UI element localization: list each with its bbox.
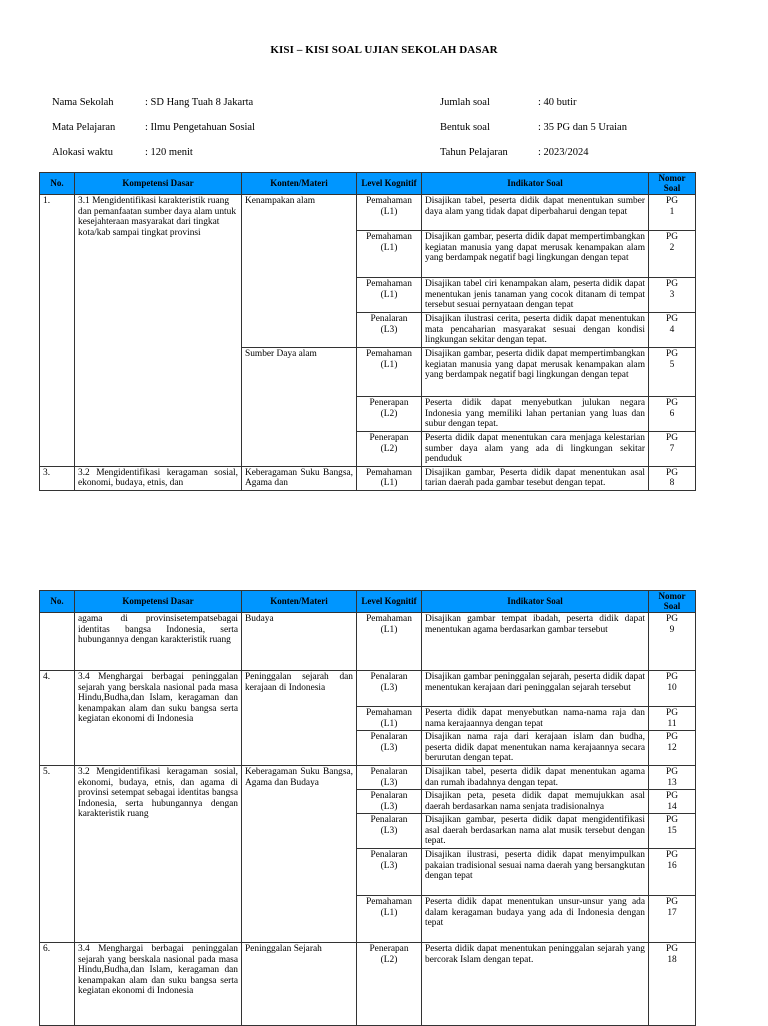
nomor-cell: PG 13: [649, 766, 696, 790]
nomor-cell: PG 1: [649, 195, 696, 231]
nomor-cell: PG 18: [649, 943, 696, 1026]
header-kompetensi-dasar: Kompetensi Dasar: [75, 173, 242, 195]
indikator-cell: Disajikan gambar tempat ibadah, peserta didik dapat menentukan agama berdasarkan gambar tersebut: [422, 613, 649, 671]
header-level-kognitif: Level Kognitif: [357, 591, 422, 613]
table-row: [40, 613, 696, 671]
kisi-table-page-2: [39, 590, 696, 1026]
bentuk-soal-value: : 35 PG dan 5 Uraian: [538, 122, 627, 133]
header-no: No.: [40, 591, 75, 613]
row-number: 4.: [40, 671, 75, 766]
indikator-cell: Disajikan ilustrasi cerita, peserta didik dapat menentukan mata pencaharian masyarakat sesuai dengan kondisi lingkungan sekitar dengan tepat.: [422, 313, 649, 348]
level-cell: Penalaran (L3): [357, 731, 422, 766]
indikator-cell: Disajikan gambar, peserta didik dapat mempertimbangkan kegiatan manusia yang dapat merusak kenampakan alam yang berdampak negatif bagi lingkungan dengan tepat: [422, 231, 649, 278]
jumlah-soal-label: Jumlah soal: [440, 97, 490, 108]
table-row: [40, 766, 696, 790]
indikator-cell: Disajikan gambar peninggalan sejarah, peserta didik dapat menentukan kerajaan dari peninggalan sejarah tersebut: [422, 671, 649, 707]
nomor-cell: PG 3: [649, 278, 696, 313]
indikator-cell: Disajikan gambar, Peserta didik dapat menentukan asal tarian daerah pada gambar tesebut dengan tepat.: [422, 466, 649, 490]
row-number: 5.: [40, 766, 75, 943]
indikator-cell: Peserta didik dapat menentukan peninggalan sejarah yang bercorak Islam dengan tepat.: [422, 943, 649, 1026]
table-row: [40, 943, 696, 1026]
bentuk-soal-label: Bentuk soal: [440, 122, 490, 133]
nomor-cell: PG 6: [649, 397, 696, 432]
tahun-pelajaran-value: : 2023/2024: [538, 147, 589, 158]
konten-cell: Peninggalan sejarah dan kerajaan di Indonesia: [242, 671, 357, 766]
level-cell: Penalaran (L3): [357, 849, 422, 896]
kompetensi-dasar-cell: 3.4 Menghargai berbagai peninggalan sejarah yang berskala nasional pada masa Hindu,Budha,dan Islam, keragaman dan kenampakan alam dan suku bangsa serta kegiatan ekonomi di Indonesia: [75, 671, 242, 766]
kompetensi-dasar-cell: 3.4 Menghargai berbagai peninggalan sejarah yang berskala nasional pada masa Hindu,Budha,dan Islam, keragaman dan kenampakan alam dan suku bangsa serta kegiatan ekonomi di Indonesia: [75, 943, 242, 1026]
level-cell: Penalaran (L3): [357, 790, 422, 814]
level-cell: Pemahaman (L1): [357, 707, 422, 731]
header-konten-materi: Konten/Materi: [242, 591, 357, 613]
header-level-kognitif: Level Kognitif: [357, 173, 422, 195]
konten-cell: Budaya: [242, 613, 357, 671]
alokasi-waktu-value: : 120 menit: [145, 147, 193, 158]
level-cell: Penerapan (L2): [357, 943, 422, 1026]
mata-pelajaran-value: : Ilmu Pengetahuan Sosial: [145, 122, 255, 133]
level-cell: Pemahaman (L1): [357, 896, 422, 943]
konten-cell: Keberagaman Suku Bangsa, Agama dan Budaya: [242, 766, 357, 943]
table-row: [40, 671, 696, 707]
nomor-cell: PG 14: [649, 790, 696, 814]
konten-cell: Peninggalan Sejarah: [242, 943, 357, 1026]
nomor-cell: PG 2: [649, 231, 696, 278]
mata-pelajaran-label: Mata Pelajaran: [52, 122, 116, 133]
indikator-cell: Disajikan tabel ciri kenampakan alam, peserta didik dapat menentukan jenis tanaman yang cocok ditanam di tempat tersebut sesuai pernyataan dengan tepat: [422, 278, 649, 313]
indikator-cell: Disajikan nama raja dari kerajaan islam dan budha, peserta didik dapat menentukan nama kerajaannya secara berurutan dengan tepat.: [422, 731, 649, 766]
kompetensi-dasar-cell: agama di provinsisetempatsebagai identitas bangsa Indonesia, serta hubungannya dengan karakteristik ruang: [75, 613, 242, 671]
nomor-cell: PG 16: [649, 849, 696, 896]
konten-cell: Keberagaman Suku Bangsa, Agama dan: [242, 466, 357, 490]
header-indikator-soal: Indikator Soal: [422, 591, 649, 613]
row-number: 1.: [40, 195, 75, 467]
header-nomor-soal: Nomor Soal: [649, 173, 696, 195]
table-row: [40, 466, 696, 490]
level-cell: Pemahaman (L1): [357, 613, 422, 671]
indikator-cell: Disajikan gambar, peserta didik dapat mengidentifikasi asal daerah berdasarkan nama alat musik tersebut dengan tepat.: [422, 814, 649, 849]
level-cell: Penerapan (L2): [357, 432, 422, 467]
row-number: [40, 613, 75, 671]
indikator-cell: Disajikan tabel, peserta didik dapat menentukan agama dan rumah ibadahnya dengan tepat.: [422, 766, 649, 790]
indikator-cell: Disajikan tabel, peserta didik dapat menentukan sumber daya alam yang tidak dapat diperbaharui dengan tepat: [422, 195, 649, 231]
tahun-pelajaran-label: Tahun Pelajaran: [440, 147, 508, 158]
nomor-cell: PG 10: [649, 671, 696, 707]
level-cell: Pemahaman (L1): [357, 195, 422, 231]
level-cell: Penalaran (L3): [357, 814, 422, 849]
level-cell: Pemahaman (L1): [357, 278, 422, 313]
nomor-cell: PG 8: [649, 466, 696, 490]
nama-sekolah-value: : SD Hang Tuah 8 Jakarta: [145, 97, 254, 108]
indikator-cell: Disajikan peta, peseta didik dapat memujukkan asal daerah berdasarkan nama senjata tradisionalnya: [422, 790, 649, 814]
jumlah-soal-value: : 40 butir: [538, 97, 577, 108]
table-header-row: [40, 173, 696, 195]
level-cell: Penalaran (L3): [357, 671, 422, 707]
indikator-cell: Peserta didik dapat menentukan cara menjaga kelestarian sumber daya alam yang ada di lingkungan sekitar penduduk: [422, 432, 649, 467]
alokasi-waktu-label: Alokasi waktu: [52, 147, 113, 158]
header-indikator-soal: Indikator Soal: [422, 173, 649, 195]
indikator-cell: Peserta didik dapat menyebutkan nama-nama raja dan nama kerajaannya dengan tepat: [422, 707, 649, 731]
nomor-cell: PG 9: [649, 613, 696, 671]
konten-cell: Kenampakan alam: [242, 195, 357, 348]
nomor-cell: PG 7: [649, 432, 696, 467]
indikator-cell: Peserta didik dapat menentukan unsur-unsur yang ada dalam keragaman budaya yang ada di Indonesia dengan tepat: [422, 896, 649, 943]
level-cell: Pemahaman (L1): [357, 231, 422, 278]
level-cell: Penerapan (L2): [357, 397, 422, 432]
row-number: 3.: [40, 466, 75, 490]
nomor-cell: PG 11: [649, 707, 696, 731]
level-cell: Penalaran (L3): [357, 766, 422, 790]
nama-sekolah-label: Nama Sekolah: [52, 97, 114, 108]
header-nomor-soal: Nomor Soal: [649, 591, 696, 613]
nomor-cell: PG 12: [649, 731, 696, 766]
konten-cell: Sumber Daya alam: [242, 348, 357, 467]
header-konten-materi: Konten/Materi: [242, 173, 357, 195]
kompetensi-dasar-cell: 3.2 Mengidentifikasi keragaman sosial, ekonomi, budaya, etnis, dan: [75, 466, 242, 490]
kompetensi-dasar-cell: 3.1 Mengidentifikasi karakteristik ruang dan pemanfaatan sumber daya alam untuk kesejahteraan masyarakat dari tingkat kota/kab sampai tingkat provinsi: [75, 195, 242, 467]
level-cell: Penalaran (L3): [357, 313, 422, 348]
indikator-cell: Disajikan ilustrasi, peserta didik dapat menyimpulkan pakaian tradisional sesuai nama daerah yang bersangkutan dengan tepat: [422, 849, 649, 896]
nomor-cell: PG 4: [649, 313, 696, 348]
header-kompetensi-dasar: Kompetensi Dasar: [75, 591, 242, 613]
table-row: [40, 195, 696, 231]
document-title: KISI – KISI SOAL UJIAN SEKOLAH DASAR: [270, 44, 498, 56]
indikator-cell: Disajikan gambar, peserta didik dapat mempertimbangkan kegiatan manusia yang dapat merusak kenampakan alam yang berdampak negatif bagi lingkungan dengan tepat: [422, 348, 649, 397]
kisi-table-page-1: [39, 172, 696, 491]
nomor-cell: PG 5: [649, 348, 696, 397]
nomor-cell: PG 15: [649, 814, 696, 849]
level-cell: Pemahaman (L1): [357, 348, 422, 397]
indikator-cell: Peserta didik dapat menyebutkan julukan negara Indonesia yang memiliki lahan pertanian yang luas dan subur dengan tepat.: [422, 397, 649, 432]
row-number: 6.: [40, 943, 75, 1026]
table-header-row: [40, 591, 696, 613]
header-no: No.: [40, 173, 75, 195]
kompetensi-dasar-cell: 3.2 Mengidentifikasi keragaman sosial, ekonomi, budaya, etnis, dan agama di provinsi setempat sebagai identitas bangsa Indonesia, serta hubungannya dengan karakteristik ruang: [75, 766, 242, 943]
level-cell: Pemahaman (L1): [357, 466, 422, 490]
nomor-cell: PG 17: [649, 896, 696, 943]
